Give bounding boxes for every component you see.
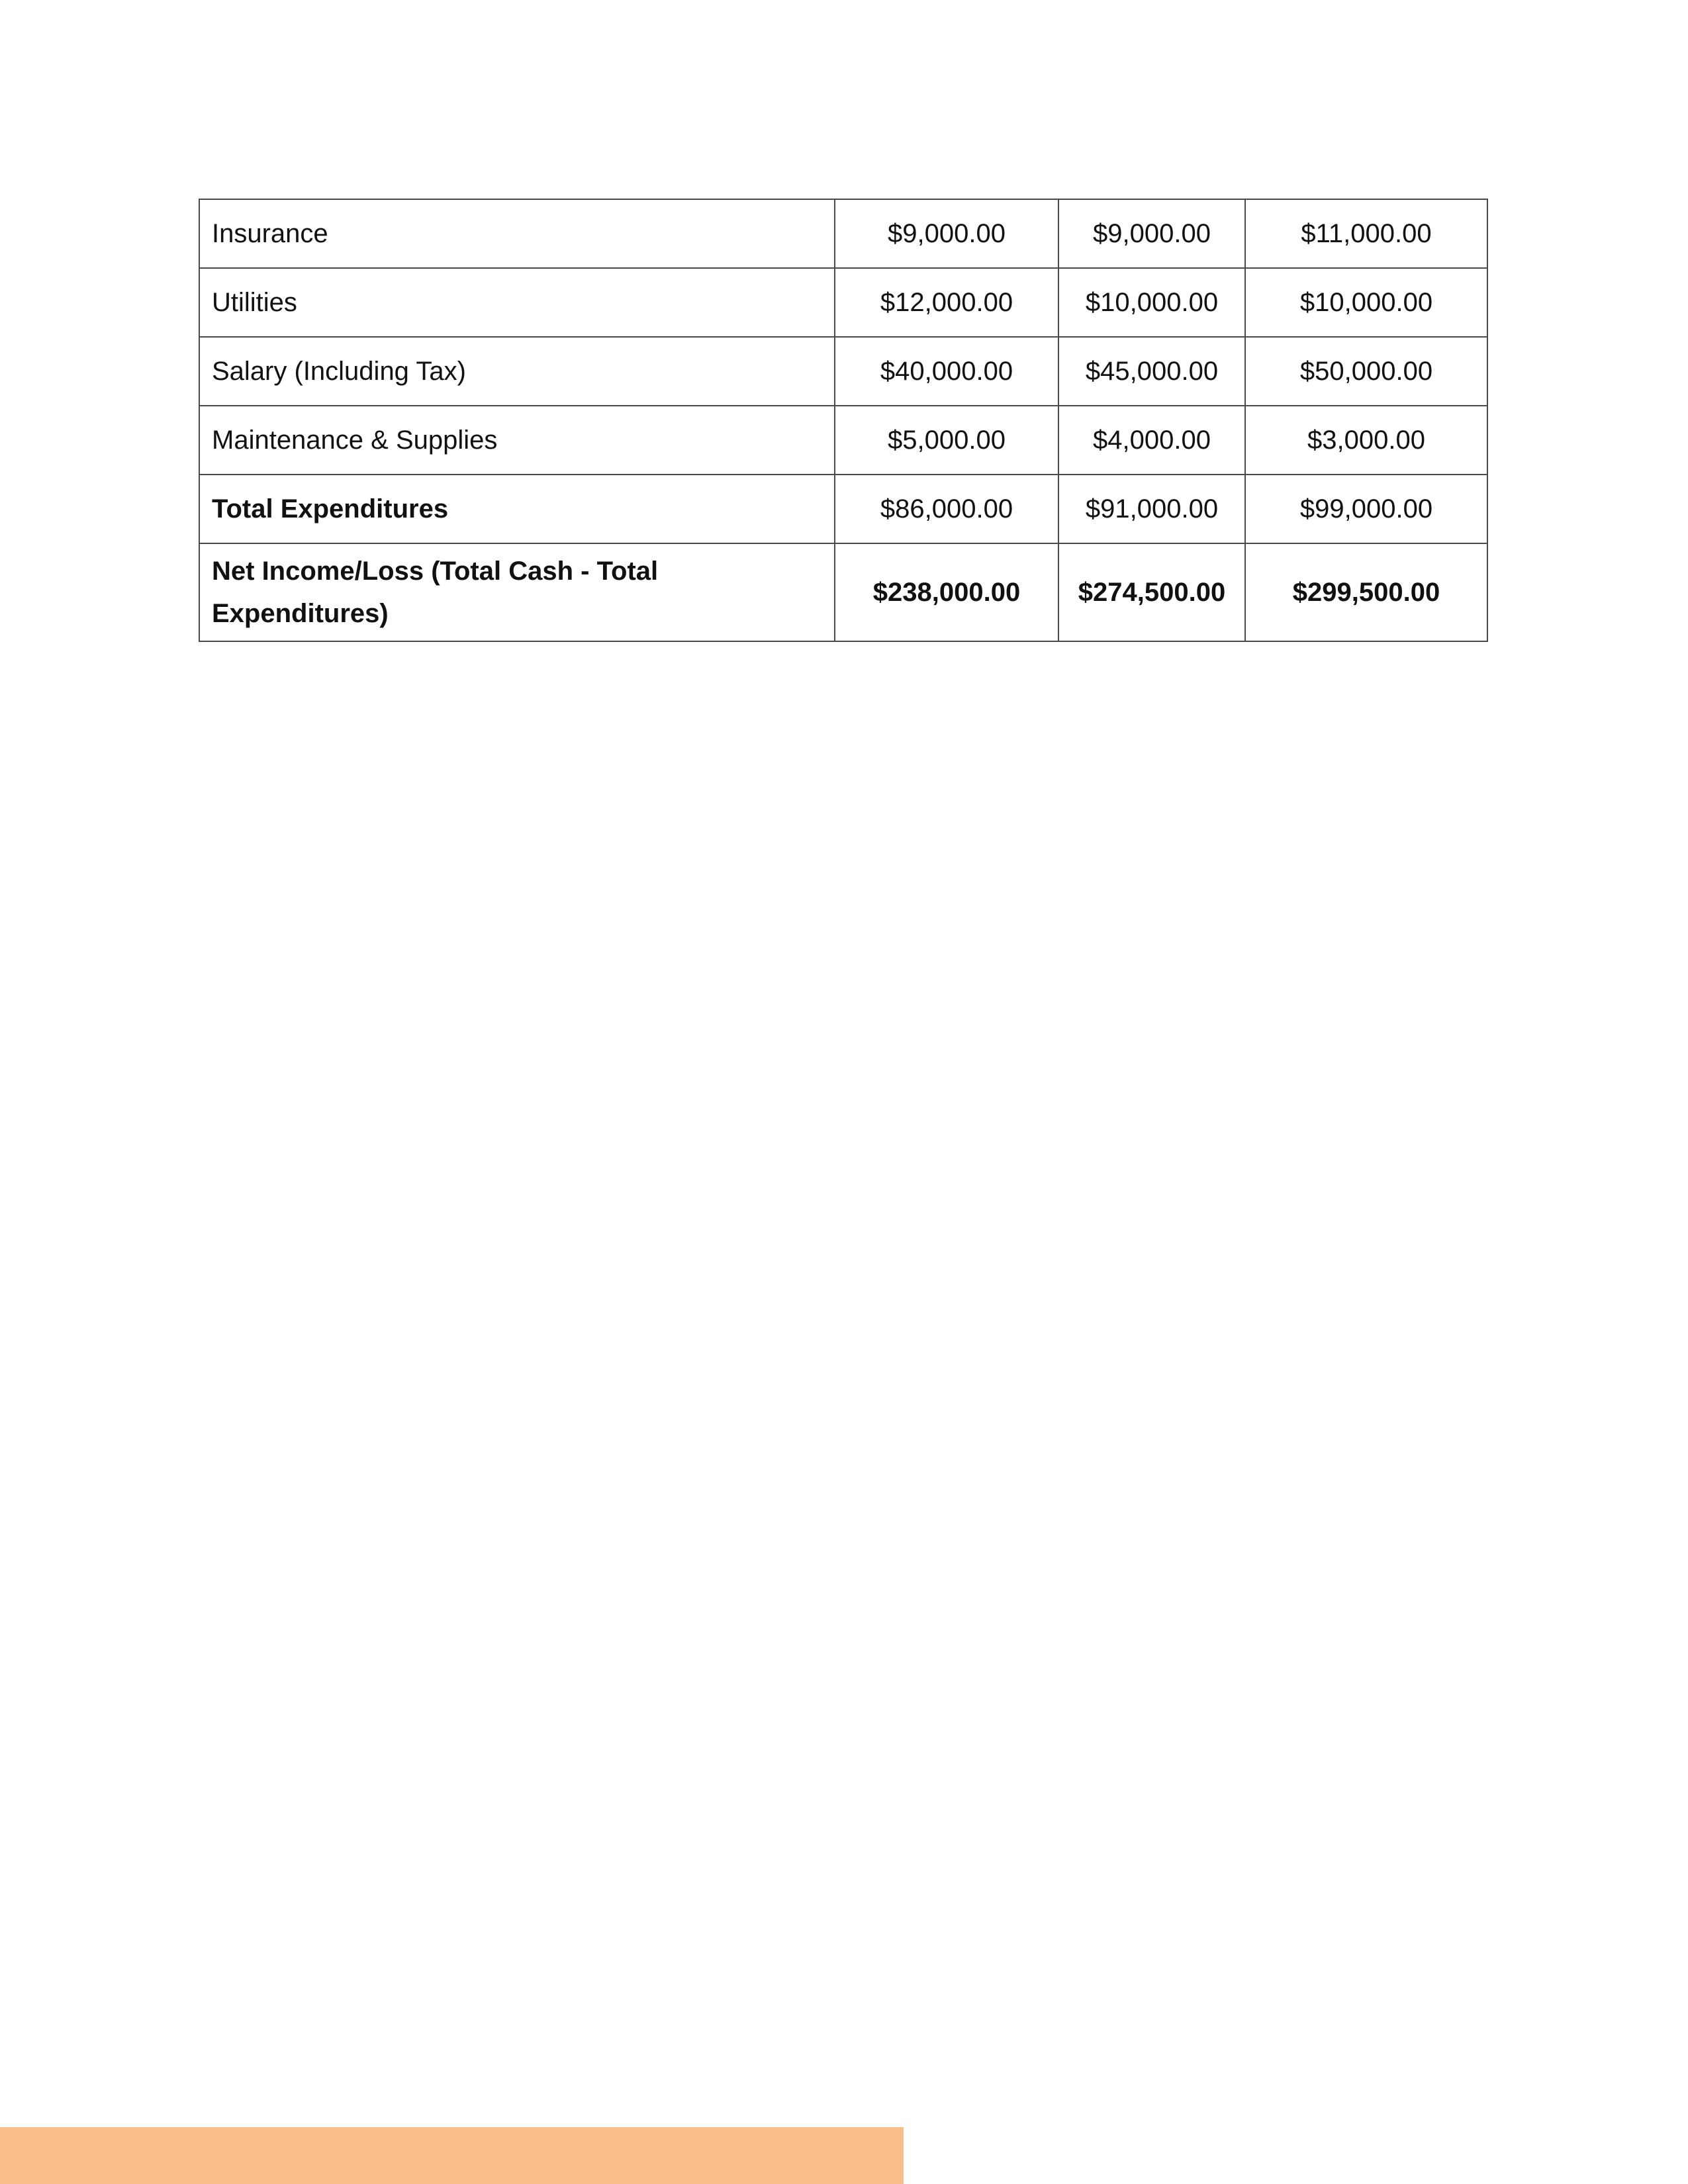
row-value: $4,000.00 <box>1058 406 1245 475</box>
row-value: $86,000.00 <box>835 475 1058 543</box>
row-value: $5,000.00 <box>835 406 1058 475</box>
row-label: Utilities <box>199 268 835 337</box>
row-value: $99,000.00 <box>1245 475 1487 543</box>
row-label: Salary (Including Tax) <box>199 337 835 406</box>
table-row-insurance <box>199 199 1487 268</box>
row-value: $40,000.00 <box>835 337 1058 406</box>
table-row-total-expenditures <box>199 475 1487 543</box>
row-value: $45,000.00 <box>1058 337 1245 406</box>
row-value: $9,000.00 <box>835 199 1058 268</box>
row-value: $274,500.00 <box>1058 543 1245 641</box>
row-label: Total Expenditures <box>199 475 835 543</box>
row-value: $238,000.00 <box>835 543 1058 641</box>
row-value: $11,000.00 <box>1245 199 1487 268</box>
expenditure-table <box>199 199 1488 642</box>
row-value: $12,000.00 <box>835 268 1058 337</box>
row-label: Insurance <box>199 199 835 268</box>
row-value: $91,000.00 <box>1058 475 1245 543</box>
table-row-maintenance <box>199 406 1487 475</box>
row-label: Net Income/Loss (Total Cash - Total Expenditures) <box>199 543 835 641</box>
table-row-salary <box>199 337 1487 406</box>
table-row-net-income <box>199 543 1487 641</box>
row-value: $50,000.00 <box>1245 337 1487 406</box>
row-label: Maintenance & Supplies <box>199 406 835 475</box>
row-value: $9,000.00 <box>1058 199 1245 268</box>
row-value: $299,500.00 <box>1245 543 1487 641</box>
row-value: $10,000.00 <box>1245 268 1487 337</box>
row-value: $3,000.00 <box>1245 406 1487 475</box>
row-value: $10,000.00 <box>1058 268 1245 337</box>
footer-accent-bar <box>0 2127 904 2184</box>
table-row-utilities <box>199 268 1487 337</box>
